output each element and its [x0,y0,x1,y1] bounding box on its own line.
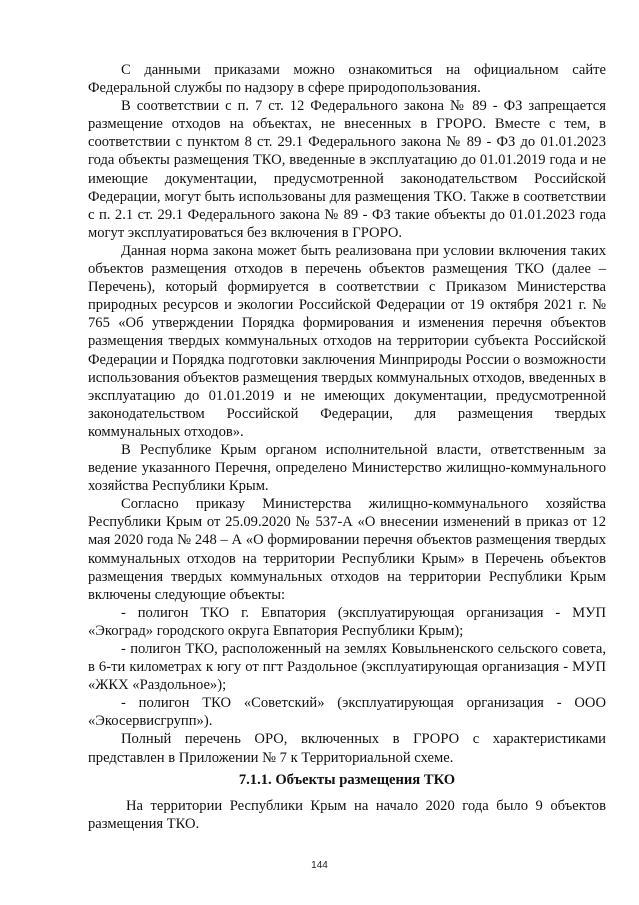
page-number: 144 [311,860,328,871]
paragraph: Данная норма закона может быть реализована при условии включения таких объектов размещения отходов в перечень объектов размещения ТКО (далее – Перечень), который формируется в соответствии с Приказом Министерства природных ресурсов и экологии Российской Федерации от 19 октября 2021 г. № 765 «Об утверждении Порядка формирования и изменения перечня объектов размещения твердых коммунальных отходов на территории субъекта Российской Федерации и Порядка подготовки заключения Минприроды России о возможности использования объектов размещения твердых коммунальных отходов, введенных в эксплуатацию до 01.01.2019 и не имеющих документации, предусмотренной законодательством Российской Федерации, для размещения твердых коммунальных отходов». [88,242,606,440]
paragraph: В Республике Крым органом исполнительной власти, ответственным за ведение указанного Перечня, определено Министерство жилищно-коммунального хозяйства Республики Крым. [88,441,606,495]
paragraph: В соответствии с п. 7 ст. 12 Федерального закона № 89 - ФЗ запрещается размещение отходов на объектах, не внесенных в ГРОРО. Вместе с тем, в соответствии с пунктом 8 ст. 29.1 Федерального закона № 89 - ФЗ до 01.01.2023 года объекты размещения ТКО, введенные в эксплуатацию до 01.01.2019 года и не имеющие документации, предусмотренной законодательством Российской Федерации, могут быть использованы для размещения ТКО. Также в соответствии с п. 2.1 ст. 29.1 Федерального закона № 89 - ФЗ такие объекты до 01.01.2023 года могут эксплуатироваться без включения в ГРОРО. [88,98,606,241]
paragraph: На территории Республики Крым на начало 2020 года было 9 объектов размещения ТКО. [88,797,606,832]
list-item: - полигон ТКО, расположенный на землях Ковыльненского сельского совета, в 6-ти километрах к югу от пгт Раздольное (эксплуатирующая организация - МУП «ЖКХ «Раздольное»); [88,641,606,694]
paragraph: С данными приказами можно ознакомиться на официальном сайте Федеральной службы по надзору в сфере природопользования. [88,62,606,97]
list-item: - полигон ТКО «Советский» (эксплуатирующая организация - ООО «Экосервисгрупп»). [88,695,606,730]
document-body [88,61,606,833]
paragraph: Полный перечень ОРО, включенных в ГРОРО с характеристиками представлен в Приложении № 7 к Территориальной схеме. [88,731,606,766]
paragraph: Согласно приказу Министерства жилищно-коммунального хозяйства Республики Крым от 25.09.2020 № 537-А «О внесении изменений в приказ от 12 мая 2020 года № 248 – А «О формировании перечня объектов размещения твердых коммунальных отходов на территории Республики Крым» в Перечень объектов размещения твердых коммунальных отходов на территории Республики Крым включены следующие объекты: [88,496,606,603]
section-heading: 7.1.1. Объекты размещения ТКО [238,771,456,788]
list-item: - полигон ТКО г. Евпатория (эксплуатирующая организация - МУП «Экоград» городского округа Евпатория Республики Крым); [88,604,606,639]
